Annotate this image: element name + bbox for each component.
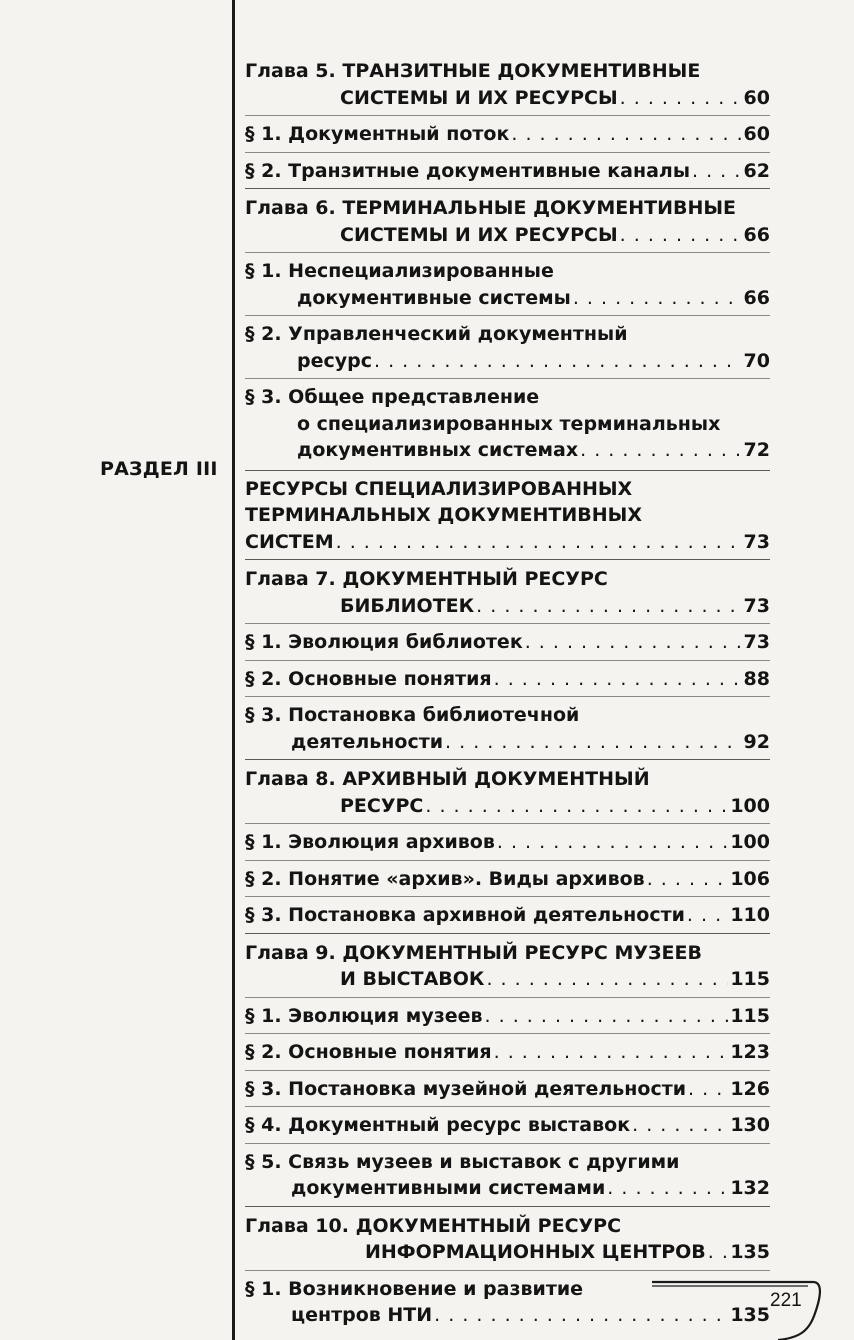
entry-title-line: § 3. Постановка музейной деятельности (245, 1077, 687, 1100)
entry-title-line: ТЕРМИНАЛЬНЫХ ДОКУМЕНТИВНЫХ (245, 504, 643, 526)
entry-title-line: ресурс (297, 349, 372, 372)
entry-title-line: документивными системами (291, 1177, 606, 1199)
dot-leader (620, 85, 742, 112)
entry-title-line: документивные системы (297, 286, 571, 309)
toc-entry-chapter-5 (245, 58, 770, 111)
toc-entry-paragraph (245, 860, 770, 893)
toc-entry-paragraph (245, 252, 770, 311)
entry-title-line: § 2. Основные понятия (245, 667, 492, 690)
toc-entry-paragraph (245, 1070, 770, 1103)
toc-entry-paragraph (245, 696, 770, 755)
table-of-contents (245, 58, 770, 1329)
entry-title-line: Глава 10. ДОКУМЕНТНЫЙ РЕСУРС (245, 1214, 622, 1237)
dot-leader (336, 529, 742, 556)
entry-title-line: § 3. Общее представление (245, 386, 540, 408)
dot-leader (494, 1039, 729, 1066)
entry-title-line: о специализированных терминальных (297, 412, 721, 435)
toc-entry-paragraph (245, 823, 770, 856)
entry-page-number: 135 (730, 1304, 770, 1326)
dot-leader (486, 966, 728, 993)
entry-page-number: 115 (730, 968, 770, 990)
entry-page-number: 123 (730, 1041, 770, 1063)
entry-title-line: § 1. Возникновение и развитие (245, 1277, 584, 1300)
entry-title-line: деятельности (291, 730, 444, 753)
toc-entry-chapter-6 (245, 188, 770, 248)
entry-page-number: 66 (743, 286, 770, 309)
dot-leader (692, 158, 742, 185)
entry-page-number: 132 (730, 1177, 770, 1199)
entry-title-line: Глава 9. ДОКУМЕНТНЫЙ РЕСУРС МУЗЕЕВ (245, 941, 702, 964)
entry-page-number: 66 (743, 223, 770, 246)
entry-title-line: § 1. Эволюция архивов (245, 831, 495, 853)
entry-title-line: § 2. Понятие «архив». Виды архивов (245, 867, 645, 890)
entry-page-number: 110 (730, 904, 770, 926)
dot-leader (445, 729, 742, 756)
entry-page-number: 60 (743, 123, 770, 145)
entry-title-line: § 3. Постановка архивной деятельности (245, 904, 685, 926)
dot-leader (511, 121, 741, 148)
entry-page-number: 100 (730, 794, 770, 817)
entry-title-line: БИБЛИОТЕК (340, 594, 475, 617)
dot-leader (607, 1175, 728, 1202)
entry-title-line: СИСТЕМЫ И ИХ РЕСУРСЫ (340, 223, 618, 246)
toc-entry-paragraph (245, 997, 770, 1030)
entry-page-number: 73 (743, 594, 770, 617)
toc-entry-section-3 (245, 470, 770, 556)
entry-title-line: РЕСУРС (340, 794, 424, 817)
entry-title-line: Глава 6. ТЕРМИНАЛЬНЫЕ ДОКУМЕНТИВНЫЕ (245, 197, 737, 219)
entry-page-number: 62 (743, 159, 770, 182)
entry-title-line: § 2. Основные понятия (245, 1041, 492, 1063)
dot-leader (525, 629, 742, 656)
dot-leader (374, 348, 742, 375)
toc-entry-paragraph (245, 115, 770, 148)
entry-page-number: 130 (730, 1114, 770, 1136)
entry-title-line: § 1. Эволюция музеев (245, 1004, 483, 1027)
toc-entry-chapter-10 (245, 1206, 770, 1266)
dot-leader (476, 593, 741, 620)
entry-title-line: Глава 8. АРХИВНЫЙ ДОКУМЕНТНЫЙ (245, 768, 650, 790)
entry-page-number: 126 (730, 1077, 770, 1100)
dot-leader (425, 793, 728, 820)
entry-page-number: 135 (730, 1241, 770, 1263)
dot-leader (687, 902, 728, 929)
toc-entry-chapter-7 (245, 559, 770, 619)
entry-title-line: § 1. Неспециализированные (245, 260, 554, 282)
toc-entry-paragraph (245, 378, 770, 464)
entry-title-line: § 1. Эволюция библиотек (245, 631, 523, 653)
entry-page-number: 72 (743, 439, 770, 461)
entry-title-line: § 2. Транзитные документивные каналы (245, 159, 690, 182)
toc-entry-paragraph (245, 623, 770, 656)
entry-title-line: центров НТИ (291, 1304, 433, 1326)
entry-title-line: § 5. Связь музеев и выставок с другими (245, 1150, 680, 1173)
dot-leader (497, 829, 728, 856)
entry-title-line: И ВЫСТАВОК (340, 968, 485, 990)
toc-entry-paragraph (245, 896, 770, 929)
toc-entry-paragraph (245, 1106, 770, 1139)
dot-leader (494, 666, 742, 693)
dot-leader (647, 866, 729, 893)
entry-page-number: 73 (743, 530, 770, 553)
entry-page-number: 92 (743, 730, 770, 753)
entry-title-line: § 4. Документный ресурс выставок (245, 1114, 631, 1136)
dot-leader (708, 1239, 729, 1266)
section-label: РАЗДЕЛ III (100, 458, 218, 480)
toc-entry-paragraph (245, 315, 770, 374)
toc-entry-paragraph (245, 1143, 770, 1202)
entry-title-line: § 2. Управленческий документный (245, 323, 628, 345)
entry-title-line: Глава 5. ТРАНЗИТНЫЕ ДОКУМЕНТИВНЫЕ (245, 60, 701, 82)
dot-leader (485, 1003, 729, 1030)
page-number: 221 (770, 1290, 802, 1311)
entry-title-line: § 1. Документный поток (245, 123, 510, 145)
entry-page-number: 70 (743, 349, 770, 372)
entry-page-number: 115 (730, 1004, 770, 1027)
entry-page-number: 100 (730, 831, 770, 853)
entry-title-line: СИСТЕМ (245, 530, 334, 553)
toc-entry-paragraph (245, 660, 770, 693)
toc-entry-chapter-9 (245, 933, 770, 993)
toc-entry-paragraph (245, 152, 770, 185)
entry-page-number: 88 (743, 667, 770, 690)
entry-page-number: 60 (743, 86, 770, 109)
entry-title-line: СИСТЕМЫ И ИХ РЕСУРСЫ (340, 86, 618, 109)
entry-title-line: § 3. Постановка библиотечной (245, 704, 580, 726)
dot-leader (580, 437, 741, 464)
dot-leader (688, 1076, 728, 1103)
entry-page-number: 106 (730, 867, 770, 890)
entry-title-line: документивных системах (297, 439, 579, 461)
toc-entry-chapter-8 (245, 759, 770, 819)
dot-leader (573, 285, 742, 312)
entry-page-number: 73 (743, 631, 770, 653)
entry-title-line: РЕСУРСЫ СПЕЦИАЛИЗИРОВАННЫХ (245, 477, 633, 500)
entry-title-line: ИНФОРМАЦИОННЫХ ЦЕНТРОВ (365, 1241, 706, 1263)
entry-title-line: Глава 7. ДОКУМЕНТНЫЙ РЕСУРС (245, 568, 608, 590)
toc-entry-paragraph (245, 1033, 770, 1066)
vertical-divider (232, 0, 235, 1340)
dot-leader (620, 222, 742, 249)
dot-leader (632, 1112, 728, 1139)
